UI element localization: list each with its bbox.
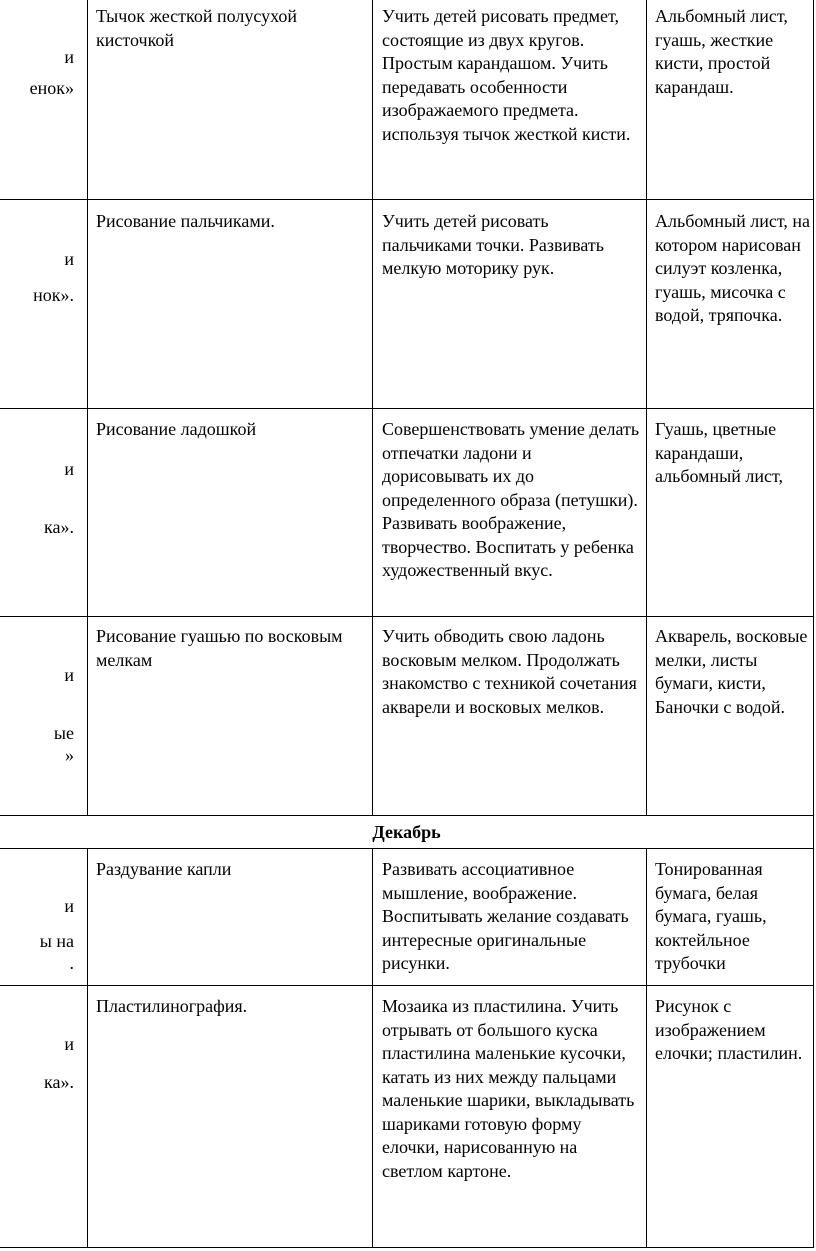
- topic-fragment: .: [69, 953, 74, 973]
- topic-cell-clipped: [0, 0, 82, 199]
- topic-fragment: »: [65, 745, 74, 765]
- topic-fragment: и: [64, 665, 74, 685]
- topic-fragment: енок»: [29, 78, 74, 98]
- topic-cell-clipped: [0, 616, 82, 815]
- topic-fragment: ка».: [44, 1072, 74, 1092]
- goals-cell: Развивать ассоциативное мышление, воображение. Воспитывать желание создавать интересные оригинальные рисунки.: [382, 859, 629, 973]
- topic-cell-clipped: [0, 199, 82, 408]
- technique-cell: Рисование гуашью по восковым мелкам: [96, 626, 343, 670]
- materials-cell: Акварель, восковые мелки, листы бумаги, кисти, Баночки с водой.: [655, 626, 808, 717]
- technique-cell: Раздувание капли: [96, 859, 232, 879]
- column-border: [87, 0, 88, 815]
- row-border: [0, 616, 813, 617]
- technique-cell: Тычок жесткой полусухой кисточкой: [96, 6, 298, 50]
- row-border: [0, 848, 813, 849]
- topic-fragment: ы на: [39, 931, 74, 951]
- topic-fragment: и: [64, 896, 74, 916]
- column-border: [87, 848, 88, 1248]
- materials-cell: Рисунок с изображением елочки; пластилин.: [655, 996, 803, 1063]
- topic-fragment: и: [64, 47, 74, 67]
- materials-cell: Альбомный лист, гуашь, жесткие кисти, простой карандаш.: [655, 6, 788, 97]
- column-border: [646, 848, 647, 1248]
- topic-fragment: ка».: [44, 517, 74, 537]
- topic-fragment: нок».: [33, 285, 74, 305]
- topic-cell-clipped: [0, 408, 82, 616]
- topic-cell-clipped: [0, 848, 82, 985]
- column-border: [372, 0, 373, 815]
- row-border: [0, 199, 813, 200]
- materials-cell: Альбомный лист, на котором нарисован силуэт козленка, гуашь, мисочка с водой, тряпочка.: [655, 211, 810, 325]
- technique-cell: Пластилинография.: [96, 996, 248, 1016]
- row-border: [0, 815, 813, 816]
- technique-cell: Рисование ладошкой: [96, 419, 257, 439]
- topic-cell-clipped: [0, 985, 82, 1247]
- topic-fragment: и: [64, 249, 74, 269]
- row-border: [0, 985, 813, 986]
- column-border: [646, 0, 647, 815]
- row-border: [0, 408, 813, 409]
- goals-cell: Учить детей рисовать пальчиками точки. Развивать мелкую моторику рук.: [382, 211, 604, 278]
- materials-cell: Тонированная бумага, белая бумага, гуашь, коктейльное трубочки: [655, 859, 767, 973]
- month-header: Декабрь: [372, 822, 441, 842]
- technique-cell: Рисование пальчиками.: [96, 211, 275, 231]
- goals-cell: Мозаика из пластилина. Учить отрывать от большого куска пластилина маленькие кусочки, катать из них между пальцами маленькие шарики, выкладывать шариками готовую форму елочки, нарисованную на светлом картоне.: [382, 996, 635, 1181]
- column-border: [372, 848, 373, 1248]
- goals-cell: Учить обводить свою ладонь восковым мелком. Продолжать знакомство с техникой сочетания акварели и восковых мелков.: [382, 626, 637, 717]
- goals-cell: Совершенствовать умение делать отпечатки ладони и дорисовывать их до определенного образа (петушки). Развивать воображение, творчество. Воспитать у ребенка художественный вкус.: [382, 419, 640, 580]
- topic-fragment: и: [64, 459, 74, 479]
- row-border: [0, 1247, 813, 1248]
- materials-cell: Гуашь, цветные карандаши, альбомный лист,: [655, 419, 784, 486]
- column-border: [813, 0, 814, 1248]
- topic-fragment: ые: [53, 723, 74, 743]
- topic-fragment: и: [64, 1034, 74, 1054]
- goals-cell: Учить детей рисовать предмет, состоящие из двух кругов. Простым карандашом. Учить передавать особенности изображаемого предмета. используя тычок жесткой кисти.: [382, 6, 631, 144]
